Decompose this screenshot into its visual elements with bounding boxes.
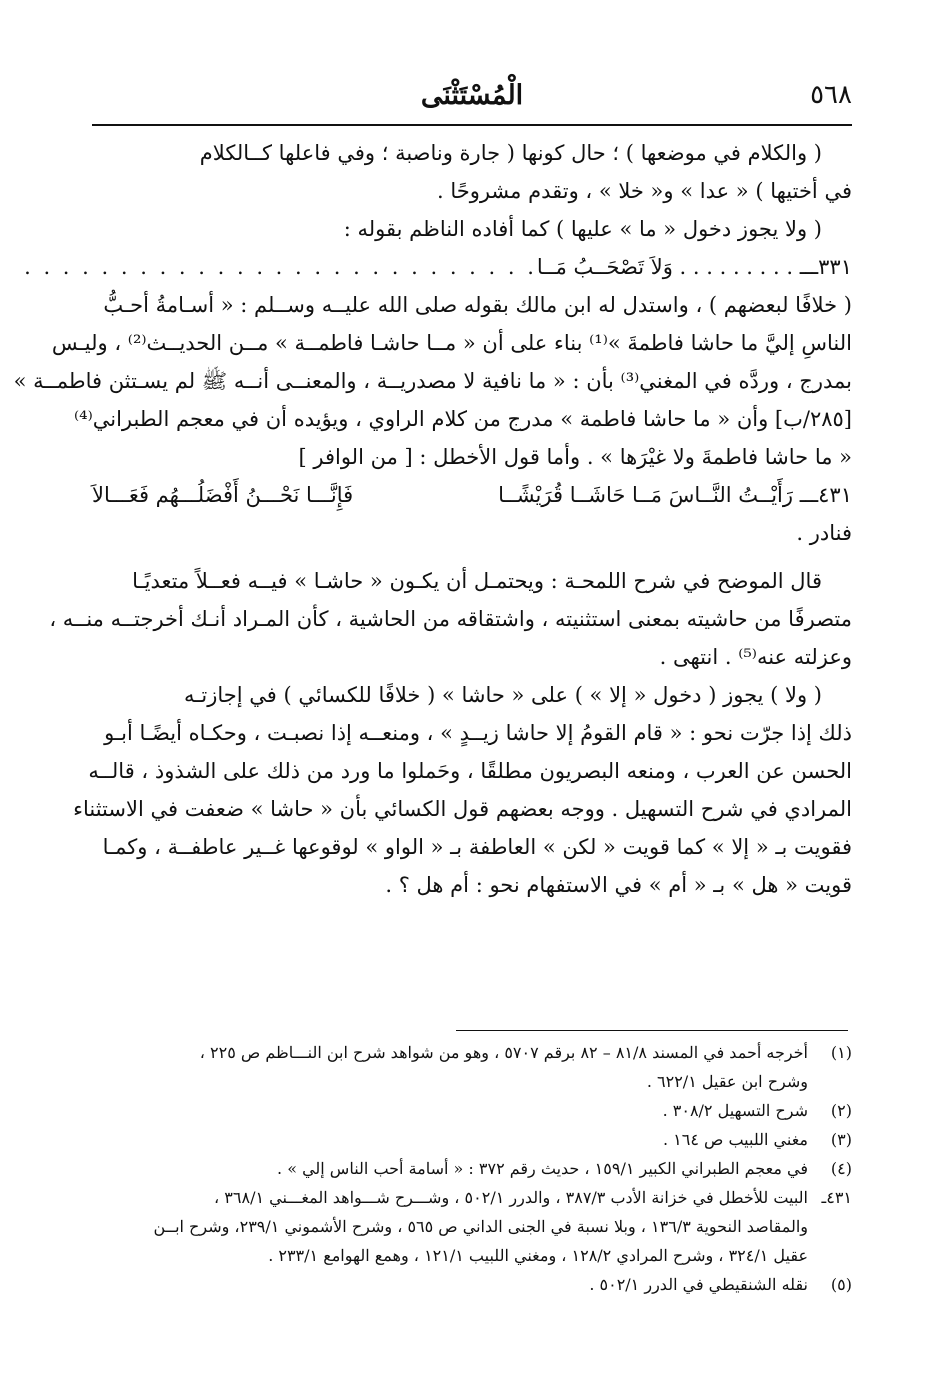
footnote <box>92 1096 852 1125</box>
text-line: وعزلته عنه⁽⁵⁾ . انتهى . <box>659 645 852 669</box>
footnote-continuation: والمقاصد النحوية ١٣٦/٣ ، وبلا نسبة في الجنى الداني ص ٥٦٥ ، وشرح الأشموني ٢٣٩/١، وشرح ابــن <box>153 1217 808 1236</box>
running-title: الْمُسْتَثْنَى <box>420 80 524 111</box>
text-line: ذلك إذا جرّت نحو : « قام القومُ إلا حاشا زيــدٍ » ، ومنعــه إذا نصبـت ، وحكـاه أيضًـا أبـو <box>104 721 852 745</box>
footnote <box>92 1154 852 1183</box>
text-line: الحسن عن العرب ، ومنعه البصريون مطلقًا ، وحَملوا ما ورد من ذلك على الشذوذ ، قالــه <box>88 759 852 783</box>
footnote-number: (٢) <box>830 1101 852 1120</box>
footnotes <box>92 1038 852 1299</box>
footnote <box>92 1125 852 1154</box>
header-rule <box>92 124 852 126</box>
text-line: فنادر . <box>796 521 852 545</box>
verse-first-hemistich: ٤٣١ـــ رَأَيْــتُ النَّــاسَ مَــا حَاشَــا قُرَيْشًــا <box>498 483 852 507</box>
text-line: قويت « هل » بـ « أم » في الاستفهام نحو : أم هل ؟ . <box>385 873 852 897</box>
text-line: ( ولا ) يجوز ( دخول « إلا » ) على « حاشا » ( خلافًا للكسائي ) في إجازتـه <box>183 683 822 707</box>
text-line: [٢٨٥/ب] وأن « ما حاشا فاطمة » مدرج من كلام الراوي ، ويؤيده أن في معجم الطبراني⁽⁴⁾ <box>73 407 852 431</box>
footnote-text: البيت للأخطل في خزانة الأدب ٣٨٧/٣ ، والدرر ٥٠٢/١ ، وشـــرح شـــواهد المغـــني ٣٦٨/١ ، <box>214 1188 808 1207</box>
verse-second-hemistich: فَإِنَّـــا نَحْـــنُ أَفْضَلُـــهُم فَعَـــالاَ <box>92 483 354 507</box>
text-line: متصرفًا من حاشيته بمعنى استثنيته ، واشتقاقه من الحاشية ، كأن المـراد أنـك أخرجتــه منــه ، <box>49 607 852 631</box>
footnote-number: (١) <box>830 1043 852 1062</box>
footnote-number: ٤٣١ـ <box>821 1188 852 1207</box>
footnote-text: مغني اللبيب ص ١٦٤ . <box>663 1130 808 1149</box>
text-line: في أختيها ) « عدا » و« خلا » ، وتقدم مشروحًا . <box>436 179 852 203</box>
footnote-text: نقله الشنقيطي في الدرر ٥٠٢/١ . <box>589 1275 808 1294</box>
verse-331 <box>24 248 852 286</box>
footnote-number: (٥) <box>830 1275 852 1294</box>
footnote <box>92 1270 852 1299</box>
verse-ellipsis: . . . . . . . . . . . . . . . . . . . . . . . . . . . <box>24 255 537 279</box>
text-line: ( ولا يجوز دخول « ما » عليها ) كما أفاده الناظم بقوله : <box>343 217 822 241</box>
page-header <box>92 78 852 120</box>
footnote-number: (٤) <box>830 1159 852 1178</box>
text-line: قال الموضح في شرح اللمحـة : ويحتمـل أن يكـون « حاشـا » فيــه فعــلاً متعديًـا <box>132 569 822 593</box>
footnote-continuation: عقيل ٣٢٤/١ ، وشرح المرادي ١٢٨/٢ ، ومغني اللبيب ١٢١/١ ، وهمع الهوامع ٢٣٣/١ . <box>268 1246 808 1265</box>
footnote-continuation: وشرح ابن عقيل ٦٢٢/١ . <box>646 1072 808 1091</box>
text-line: فقويت بـ « إلا » كما قويت « لكن » العاطفة بـ « الواو » لوقوعها غــير عاطفــة ، وكمـا <box>102 835 852 859</box>
text-line: « ما حاشا فاطمةَ ولا غيْرَها » . وأما قول الأخطل : [ من الوافر ] <box>298 445 852 469</box>
text-line: بمدرج ، وردَّه في المغني⁽³⁾ بأن : « ما نافية لا مصدريــة ، والمعنــى أنــه ﷺ لم يسـتثن فاطمــة » <box>13 369 852 393</box>
footnote-text: شرح التسهيل ٣٠٨/٢ . <box>662 1101 808 1120</box>
footnote-text: في معجم الطبراني الكبير ١٥٩/١ ، حديث رقم ٣٧٢ : « أسامة أحب الناس إلي » . <box>277 1159 808 1178</box>
text-line: ( خلافًا لبعضهم ) ، واستدل له ابن مالك بقوله صلى الله عليــه وســلم : « أسـامةُ أحـبُّ <box>103 293 852 317</box>
main-text <box>13 134 852 904</box>
footnote-number: (٣) <box>830 1130 852 1149</box>
footnote <box>92 1183 852 1212</box>
text-line: ( والكلام في موضعها ) ؛ حال كونها ( جارة وناصبة ؛ وفي فاعلها كــالكلام <box>199 141 822 165</box>
page-number: ٥٦٨ <box>810 80 852 110</box>
footnote-text: أخرجه أحمد في المسند ٨١/٨ – ٨٢ برقم ٥٧٠٧ ، وهو من شواهد شرح ابن النـــاظم ص ٢٢٥ ، <box>199 1043 808 1062</box>
footnote-rule <box>456 1030 848 1031</box>
text-line: الناسِ إليَّ ما حاشا فاطمةَ »⁽¹⁾ بناء على أن « مــا حاشـا فاطمــة » مــن الحديــث⁽²⁾ ، وليـس <box>51 331 852 355</box>
text-line: المرادي في شرح التسهيل . ووجه بعضهم قول الكسائي بأن « حاشا » ضعفت في الاستثناء <box>73 797 852 821</box>
verse-hemistich: ٣٣١ـــ . . . . . . . . . وَلاَ تَصْحَــبُ مَــا <box>536 255 852 279</box>
footnote <box>92 1038 852 1067</box>
verse-431 <box>92 476 852 514</box>
